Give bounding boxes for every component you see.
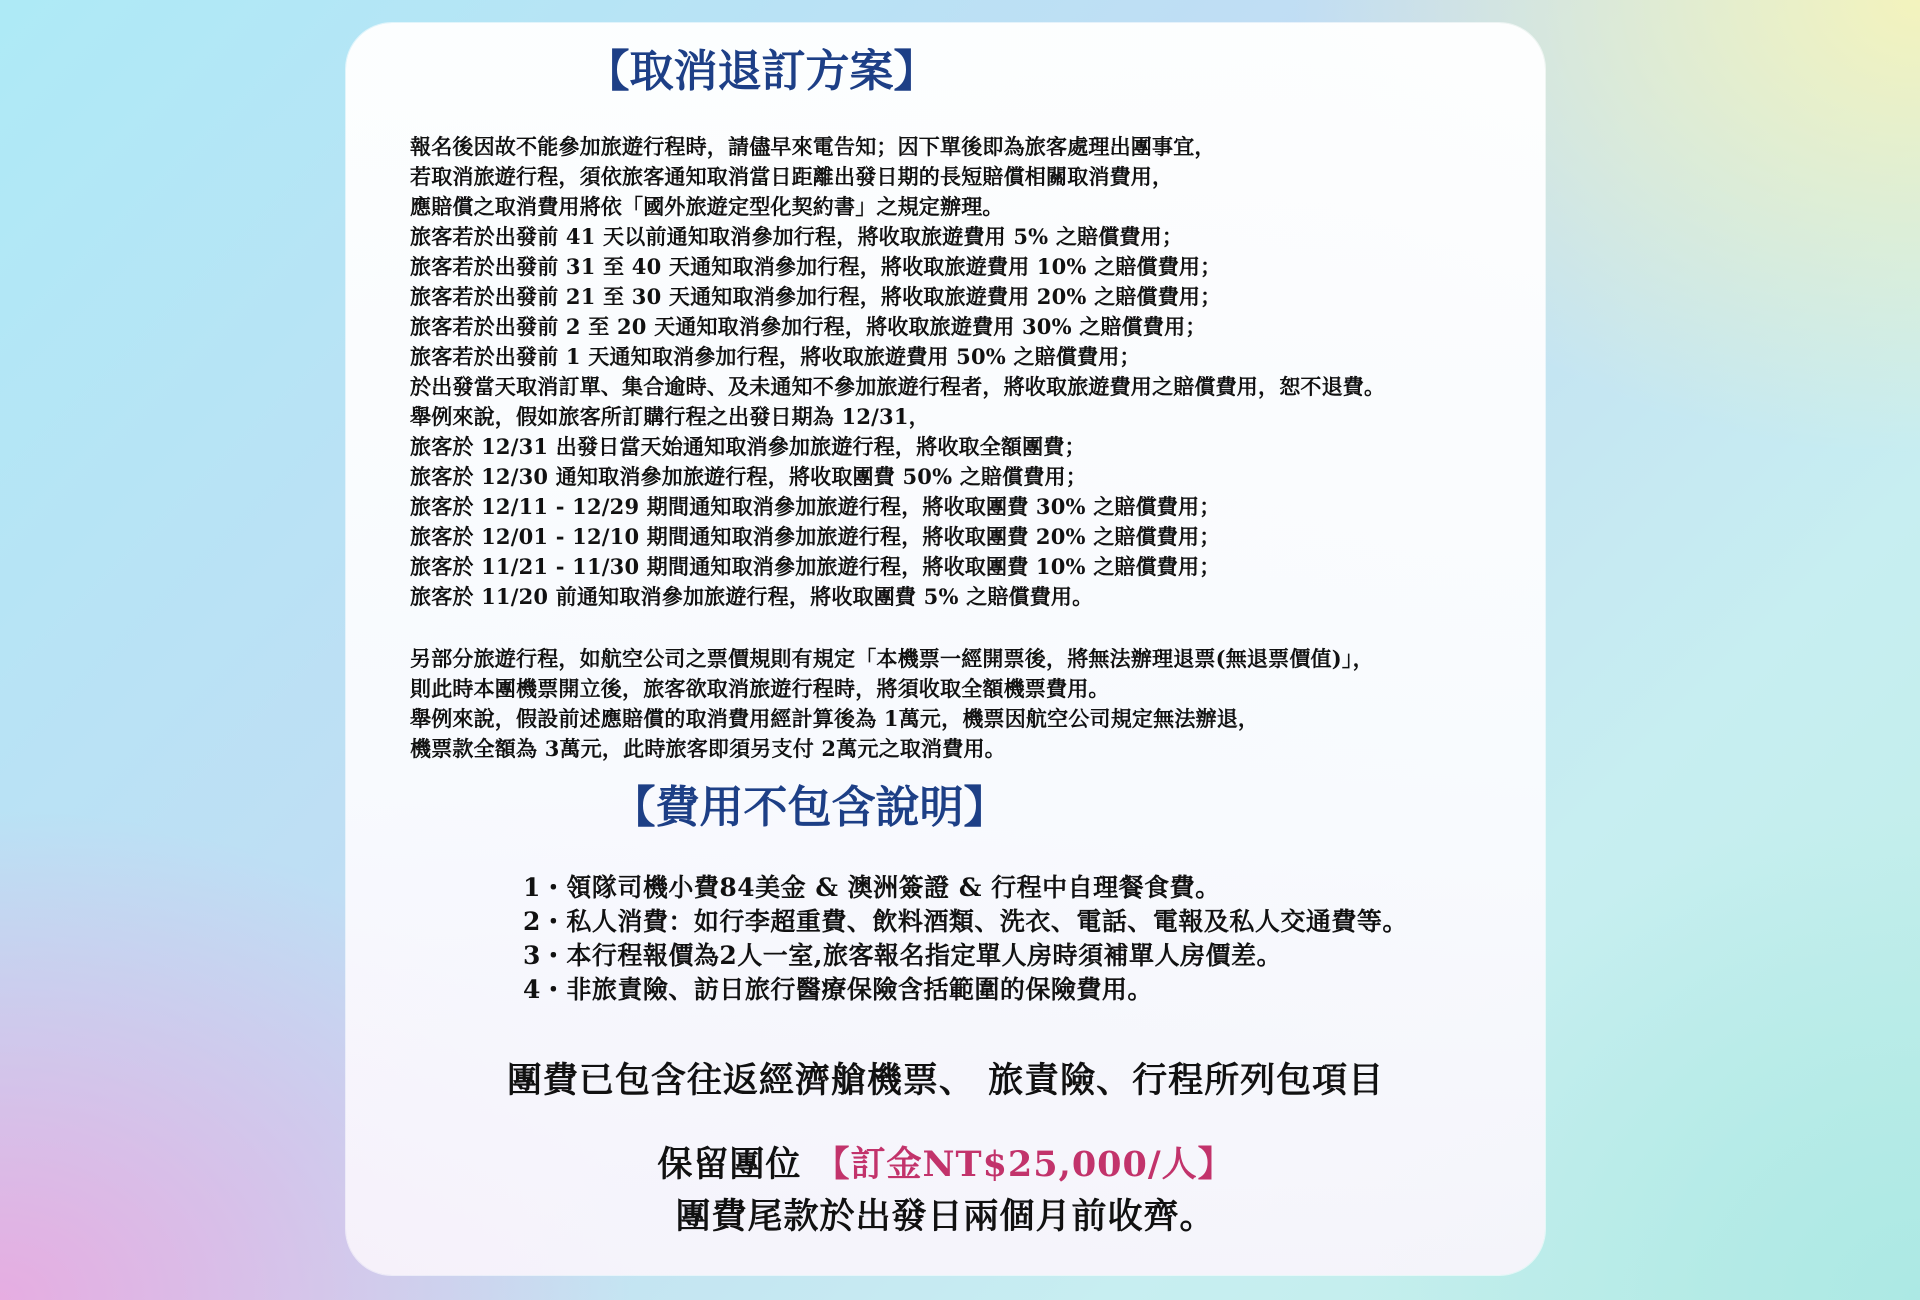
cancellation-policy: [410, 132, 1385, 612]
policy-line: 旅客於 12/31 出發日當天始通知取消參加旅遊行程，將收取全額團費；: [410, 434, 1086, 459]
exclusions-list: [523, 871, 1408, 1007]
policy-line: 旅客於 11/20 前通知取消參加旅遊行程，將收取團費 5% 之賠償費用。: [410, 584, 1094, 609]
cancellation-title: 【取消退訂方案】: [585, 46, 938, 97]
balance-due-text: 團費尾款於出發日兩個月前收齊。: [675, 1196, 1216, 1237]
deposit-line: [346, 1137, 1545, 1187]
policy-line: 旅客若於出發前 1 天通知取消參加行程，將收取旅遊費用 50% 之賠償費用；: [410, 344, 1141, 369]
info-card: [346, 23, 1545, 1275]
policy-line: 報名後因故不能參加旅遊行程時，請儘早來電告知；因下單後即為旅客處理出團事宜，: [410, 134, 1216, 159]
deposit-label: 保留團位: [657, 1144, 802, 1185]
policy-line: 舉例來說，假如旅客所訂購行程之出發日期為 12/31，: [410, 404, 930, 429]
exclusion-item: 1・領隊司機小費84美金 & 澳洲簽證 & 行程中自理餐食費。: [523, 873, 1221, 902]
policy-line: 旅客於 11/21 - 11/30 期間通知取消參加旅遊行程，將收取團費 10% 之賠償費用；: [410, 554, 1221, 579]
policy-line: 旅客若於出發前 2 至 20 天通知取消參加行程，將收取旅遊費用 30% 之賠償費用；: [410, 314, 1207, 339]
exclusion-item: 2・私人消費：如行李超重費、飲料酒類、洗衣、電話、電報及私人交通費等。: [523, 907, 1408, 936]
policy-line: 於出發當天取消訂單、集合逾時、及未通知不參加旅遊行程者，將收取旅遊費用之賠償費用，恕不退費。: [410, 374, 1386, 399]
policy-line: 旅客於 12/01 - 12/10 期間通知取消參加旅遊行程，將收取團費 20% 之賠償費用；: [410, 524, 1221, 549]
note-line: 舉例來說，假設前述應賠償的取消費用經計算後為 1萬元，機票因航空公司規定無法辦退，: [410, 706, 1260, 731]
note-line: 則此時本團機票開立後，旅客欲取消旅遊行程時，將須收取全額機票費用。: [410, 676, 1110, 701]
policy-line: 旅客若於出發前 31 至 40 天通知取消參加行程，將收取旅遊費用 10% 之賠償費用；: [410, 254, 1222, 279]
policy-line: 旅客若於出發前 21 至 30 天通知取消參加行程，將收取旅遊費用 20% 之賠償費用；: [410, 284, 1222, 309]
note-line: 機票款全額為 3萬元，此時旅客即須另支付 2萬元之取消費用。: [410, 736, 1006, 761]
exclusion-item: 3・本行程報價為2人一室,旅客報名指定單人房時須補單人房價差。: [523, 941, 1282, 970]
airfare-note: [410, 644, 1374, 764]
policy-line: 應賠償之取消費用將依「國外旅遊定型化契約書」之規定辦理。: [410, 194, 1004, 219]
exclusion-item: 4・非旅責險、訪日旅行醫療保險含括範圍的保險費用。: [523, 975, 1153, 1004]
policy-line: 旅客於 12/30 通知取消參加旅遊行程，將收取團費 50% 之賠償費用；: [410, 464, 1087, 489]
policy-line: 旅客於 12/11 - 12/29 期間通知取消參加旅遊行程，將收取團費 30% 之賠償費用；: [410, 494, 1221, 519]
included-items-text: 團費已包含往返經濟艙機票、 旅責險、行程所列包項目: [506, 1060, 1385, 1101]
policy-line: 若取消旅遊行程，須依旅客通知取消當日距離出發日期的長短賠償相關取消費用，: [410, 164, 1174, 189]
policy-line: 旅客若於出發前 41 天以前通知取消參加行程，將收取旅遊費用 5% 之賠償費用；: [410, 224, 1184, 249]
deposit-amount: 【訂金NT$25,000/人】: [814, 1144, 1234, 1185]
exclusions-title: 【費用不包含說明】: [611, 782, 1008, 833]
note-line: 另部分旅遊行程，如航空公司之票價規則有規定「本機票一經開票後，將無法辦理退票(無退票價值)」，: [410, 646, 1374, 671]
